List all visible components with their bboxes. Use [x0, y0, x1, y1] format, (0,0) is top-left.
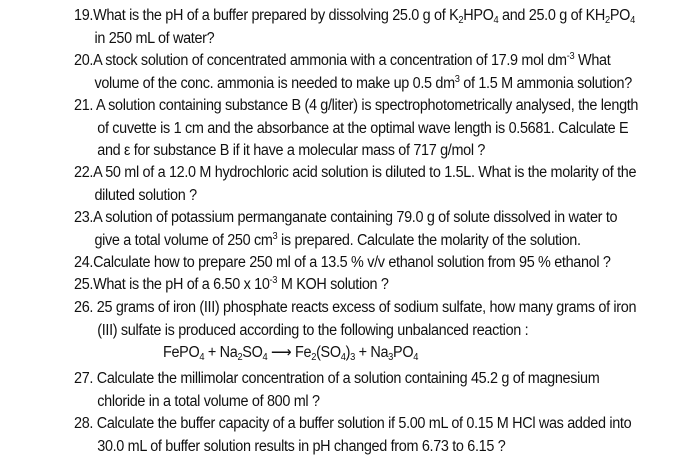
question-28: 28. Calculate the buffer capacity of a buffer solution if 5.00 mL of 0.15 M HCl was added into 30.0 mL of buffer solution results in pH changed from 6.73 to 6.15 ? — [74, 415, 632, 455]
question-25: 25.What is the pH of a 6.50 x $10^{-3}$ M KOH solution ? — [74, 275, 389, 293]
question-19: 19.What is the pH of a buffer prepared by dissolving 25.0 g of $K_2HPO_4$ and 25.0 g of $KH_2PO_4$ in 250 mL of water? — [74, 7, 635, 47]
question-23: 23.A solution of potassium permanganate containing 79.0 g of solute dissolved in water to give a total volume of 250 $cm^3$ is prepared. Calculate the molarity of the solution. — [74, 209, 618, 249]
question-24: 24.Calculate how to prepare 250 ml of a 13.5 % v/v ethanol solution from 95 % ethanol ? — [74, 254, 611, 271]
question-21: 21. A solution containing substance B (4 g/liter) is spectrophotometrically analysed, the length of cuvette is 1 cm and the absorbance at the optimal wave length is 0.5681. Calculate E and ε for substance B if it have a molecular mass of 717 g/mol ? — [74, 97, 639, 159]
reaction-arrow-icon: ⟶ — [267, 344, 296, 361]
reaction-equation: FePO$_4$ + $Na_2SO_4$ ⟶ $Fe_2(SO_4)_3 + Na_3PO_4$ — [163, 344, 419, 363]
question-27: 27. Calculate the millimolar concentration of a solution containing 45.2 g of magnesium chloride in a total volume of 800 ml ? — [74, 370, 600, 410]
question-26: 26. 25 grams of iron (III) phosphate reacts excess of sodium sulfate, how many grams of iron (III) sulfate is produced according to the following unbalanced reaction : — [74, 299, 637, 339]
question-20: 20.A stock solution of concentrated ammonia with a concentration of 17.9 mol $dm^{-3}$ What volume of the conc. ammonia is needed to make up 0.5 $dm^3$ of 1.5 M ammonia solution? — [74, 51, 632, 92]
question-22: 22.A 50 ml of a 12.0 M hydrochloric acid solution is diluted to 1.5L. What is the molarity of the diluted solution ? — [74, 164, 637, 204]
